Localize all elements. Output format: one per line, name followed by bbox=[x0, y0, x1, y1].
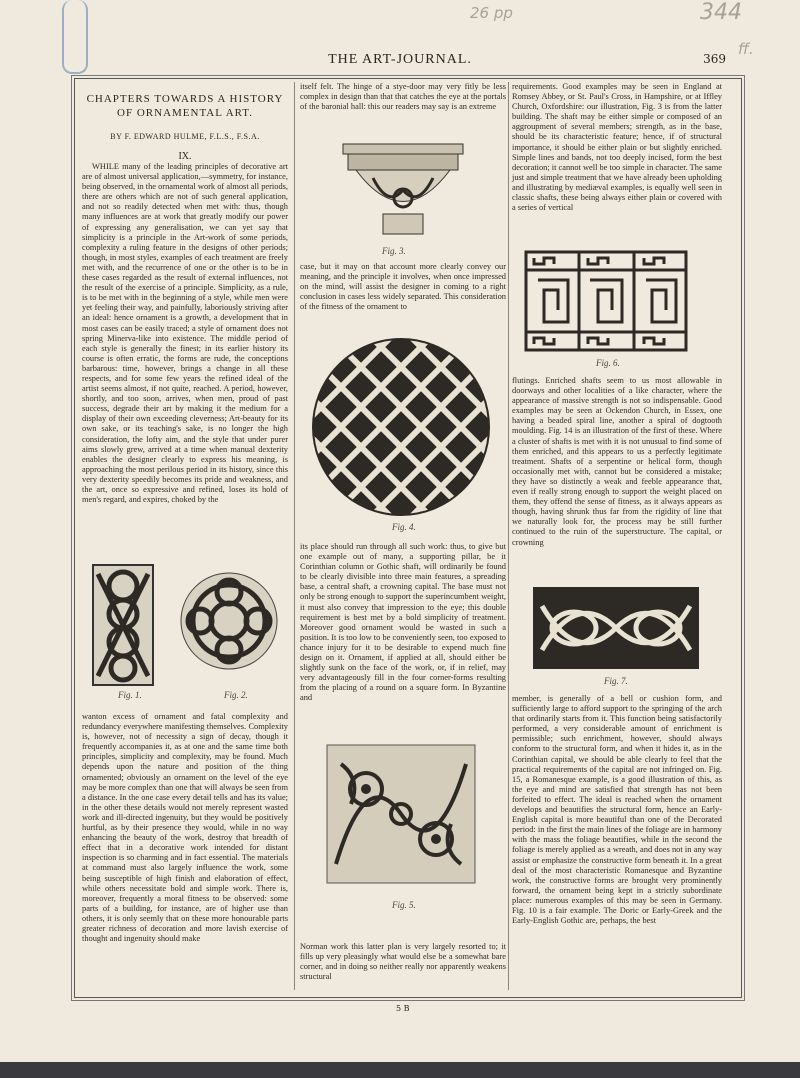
scan-edge bbox=[0, 1062, 800, 1078]
section-number: IX. bbox=[178, 151, 192, 162]
fig-7-interlace-band bbox=[532, 586, 700, 670]
column-2-mid bbox=[300, 262, 506, 324]
fig-6-fret-pattern bbox=[524, 250, 688, 352]
column-2-top bbox=[300, 82, 506, 124]
fig-6-caption: Fig. 6. bbox=[596, 358, 620, 368]
running-header bbox=[80, 52, 726, 72]
signature-mark: 5 B bbox=[396, 1004, 410, 1013]
paragraph: member, is generally of a bell or cushion form, and sufficiently large to afford support to the springing of the arch that ordinarily starts from it. This function being satisfactorily performed, a very considerable amount of enrichment is permissible; such enrichment, however, should always conform to the structural form, and when it hides it, as in the Corinthian capital, we should be able clearly to feel that the practical requirements of the capital are not infringed on. Fig. 15, a Romanesque example, is a good illustration of this, as the eye and mind are satisfied that strength has not been forfeited to effect. The ideal is reached when the ornament develops and beautifies the structural form, hence an Early-English capital is more beautiful than one of the Decorated period: in the first the main lines of the foliage are in harmony with the mass the foliage beautifies, while in the second the foliage is merely applied as a wreath, and does not in any way assist or emphasize the constructive form beneath it. In a great deal of the most characteristic Romanesque and Byzantine work, the constructive forms are brought very prominently forward, the ornament being kept in a strictly subordinate place: numerous examples of this may be seen in Germany. Fig. 10 is a fair example. The Doric or Early-Greek and the Early-English Gothic are, perhaps, the best bbox=[512, 694, 722, 926]
column-2-bottom bbox=[300, 942, 506, 982]
column-rule-1 bbox=[294, 82, 295, 990]
article-heading bbox=[82, 92, 288, 162]
fig-5-foliage-panel bbox=[326, 744, 476, 884]
column-rule-2 bbox=[508, 82, 509, 990]
paragraph: flutings. Enriched shafts seem to us most allowable in doorways and other localities of a like character, where the appearance of massive strength is not so indispensable. Good examples may be seen at Ockendon Church, in Essex, one having a beaded spiral line, another a spiral of dogtooth moulding. Fig. 14 is an illustration of the first of these. Where a cluster of shafts is met with it is not unusual to find some of them enriched, and this appears to us a perfectly legitimate treatment. Shafts of a serpentine or helical form, though occasionally met with, cannot but be considered a mistake; they have so distinctly a weak and feeble appearance that, even if really strong enough to support the weight placed on them, they offend the sense of fitness, as it always appears as though, having shrunk thus far from the rigidity of line that we naturally look for, the process may be still further continued to the ruin of the superstructure. The capital, or crowning bbox=[512, 376, 722, 547]
fig-7-caption: Fig. 7. bbox=[604, 676, 628, 686]
paragraph: Norman work this latter plan is very largely resorted to; it fills up very pleasingly what would else be a somewhat bare corner, and in doing so neither really nor apparently weakens structural bbox=[300, 942, 506, 982]
column-1-lower bbox=[82, 712, 288, 988]
journal-title: THE ART-JOURNAL. bbox=[328, 52, 472, 67]
column-1-upper bbox=[82, 162, 288, 550]
paragraph: wanton excess of ornament and fatal complexity and redundancy everywhere manifesting themselves. Complexity is, however, not of necessity a sign of decay, though it frequently accompanies it, as at one and the same time both principles, simplicity and complexity, may be found. Much depends upon the nature and position of the thing ornamented; obviously an ornament on the level of the eye may be more complex than one that will always be seen from a distance. In the one case every detail tells and has its value; in the other these details would not merely represent wasted work and ill-directed ingenuity, but they would be positively hurtful, as by their presence they would, while in no way enhancing the beauty of the work, destroy that breadth of effect that in a decorative work intended for distant inspection is so charming and in fact essential. The materials at command must also largely influence the work, some being susceptible of high finish and elaboration of effect, while others necessitate bold and simple work. There is, moreover, frequently a moral fitness to be observed: some parts of a building, for instance, are of higher use than others, it is only seemly that on these more honourable parts greater richness of decoration and more lavish exercise of thought and ingenuity should make bbox=[82, 712, 288, 944]
fig-5-caption: Fig. 5. bbox=[392, 900, 416, 910]
column-2-lower bbox=[300, 542, 506, 730]
pencil-note-3: ff. bbox=[738, 40, 754, 58]
fig-3-caption: Fig. 3. bbox=[382, 246, 406, 256]
paragraph: case, but it may on that account more clearly convey our meaning, and the principle it involves, when once impressed on the mind, will assist the designer in coming to a right conclusion in cases less widely separated. This consideration of the fitness of the ornament to bbox=[300, 262, 506, 312]
fig-4-caption: Fig. 4. bbox=[392, 522, 416, 532]
column-3-top bbox=[512, 82, 722, 244]
pencil-note-2: 344 bbox=[700, 0, 742, 25]
article-byline: BY F. EDWARD HULME, F.L.S., F.S.A. bbox=[110, 132, 260, 141]
page-number: 369 bbox=[703, 52, 726, 66]
column-3-lower bbox=[512, 694, 722, 980]
paragraph: its place should run through all such work: thus, to give but one example out of many, a supporting pillar, be it Corinthian column or Gothic shaft, will ordinarily be found to be clearly divisible into three main features, a spreading base, a central shaft, a crowning capital. The base must not only be strong enough to support the superincumbent weight, it must also convey that impression to the eye; this double requirement is best met by a bold simplicity of treatment. Moreover good ornament would be wasted in such a position. It is too low to be conveniently seen, too exposed to chance injury for it to be desirable to expend much fine design on it. Ornament, if applied at all, should either be slightly sunk on the face of the work, or, if in relief, may very advantageously fill in the four corner-forms resulting from the placing of a round on a square form. In Byzantine and bbox=[300, 542, 506, 703]
fig-2-caption: Fig. 2. bbox=[224, 690, 248, 700]
fig-1-caption: Fig. 1. bbox=[118, 690, 142, 700]
column-3-mid bbox=[512, 376, 722, 576]
paragraph: requirements. Good examples may be seen in England at Romsey Abbey, or St. Paul's Cross, in Hampshire, or at Iffley Church, Oxfordshire: our illustration, Fig. 3 is from the latter building. The shaft may be either simple or composed of an aggroupment of several members; strength, as in the base, should be its characteristic feature; hence, if of structural importance, it should be either plain or but slightly enriched. Simple lines and bands, not too deeply incised, form the best decoration; it cannot well be too simple in character. The same just and simple treatment that we have already been upholding and illustrating by mediæval examples, is equally well seen in classic shafts, these being always either plain or covered with a series of vertical bbox=[512, 82, 722, 213]
fig-3-capital bbox=[338, 138, 468, 238]
fig-2-circular-knot bbox=[178, 570, 280, 672]
pencil-note-1: 26 pp bbox=[470, 4, 513, 22]
article-title: CHAPTERS TOWARDS A HISTORY OF ORNAMENTAL ART. bbox=[86, 93, 284, 119]
fig-1-knotwork-panel bbox=[92, 564, 154, 686]
paragraph: WHILE many of the leading principles of decorative art are of almost universal application,—symmetry, for instance, being observed, in the ornamental work of almost all periods, there are others which are not of such general application, and not so readily detected when met with: thus, though many influences are at work that greatly modify our power of expressing any generalisation, we can yet say that simplicity is a principle in the Art-work of some periods, complexity a ruling feature in the designs of other periods; though, in most styles, examples of each treatment are freely met with, and the recurrence of one or the other is to be in these cases regarded as the result of external influences, not the result of the exercise of a principle. Simplicity, as a rule, is to be met with in the beginning of a style, while men were yet feeling their way, and painfully, laboriously striving after an ideal: hence ornament is a growth, a development that in most cases can be easily traced; a style of ornament does not spring Minerva-like into existence. The middle period of each style is generally the finest; in its earlier history its course is often erratic, the forms are rude, the conceptions barbarous: time, however, brings a change in all these respects, and for some few years the refined ideal of the artist seems almost, if not quite, reached. A period, however, shortly, and too soon, arrives, when men, proud of past success, degrade their art by making it the medium for a display of their own exceeding cleverness; Art-beauty for its own sake, or its teaching's sake, is no longer the high consideration, the lofty aim, and the style that under purer aims slowly grew, arrived at a time when manual dexterity enables the designer clearly to express his meaning, is approaching the most perilous period in its history, since this very dexterity speedily becomes its pride and weakness, and the art, once so expressive and refined, loses its hold of men's regard, and expires, choked by the bbox=[82, 162, 288, 505]
paragraph: itself felt. The hinge of a stye-door may very fitly be less complex in design than that that catches the eye at the portals of the baronial hall: this our readers may say is an extreme bbox=[300, 82, 506, 112]
fig-4-interlace-roundel bbox=[310, 336, 492, 518]
